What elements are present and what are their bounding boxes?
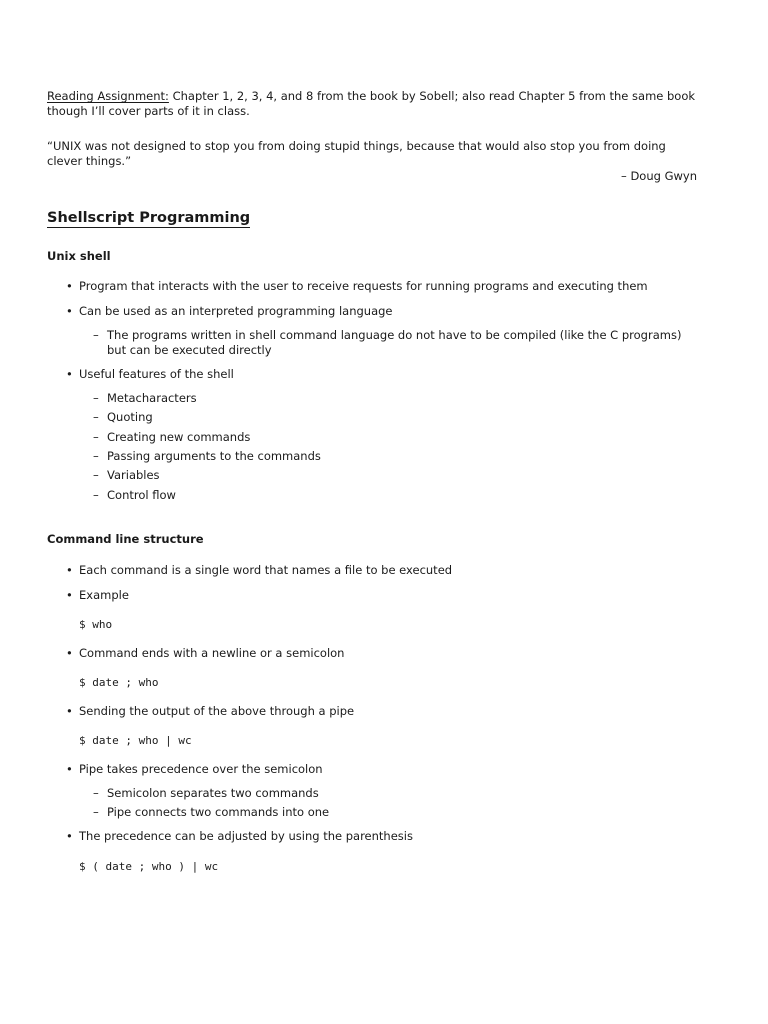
sub-list-item <box>93 391 697 406</box>
bullet-icon: • <box>66 762 73 776</box>
sub-list-item-text: Metacharacters <box>107 391 197 405</box>
section-title <box>47 211 697 226</box>
list-item-text: Useful features of the shell <box>79 367 234 381</box>
dash-icon: – <box>93 449 99 463</box>
bullet-icon: • <box>66 367 73 381</box>
section-title-text: Shellscript Programming <box>47 210 251 226</box>
dash-icon: – <box>93 430 99 444</box>
bullet-icon: • <box>66 304 73 318</box>
list-item-text: Command ends with a newline or a semicolon <box>79 646 345 660</box>
dash-icon: – <box>93 468 99 482</box>
bullet-icon: • <box>66 588 73 602</box>
reading-assignment-text: Chapter 1, 2, 3, 4, and 8 from the book by Sobell; also read Chapter 5 from the same book though I’ll cover parts of it in class. <box>47 89 696 118</box>
sub-list-item <box>93 328 697 358</box>
reading-assignment <box>47 89 697 119</box>
bullet-icon: • <box>66 829 73 843</box>
dash-icon: – <box>93 488 99 502</box>
sub-list-item <box>93 430 697 445</box>
dash-icon: – <box>93 410 99 424</box>
bullet-icon: • <box>66 563 73 577</box>
sub-list-item-text: Creating new commands <box>107 430 251 444</box>
sub-list-item <box>93 410 697 425</box>
list-item-text: Example <box>79 588 129 602</box>
list-item <box>66 563 697 578</box>
sub-list-item <box>93 786 697 801</box>
code-example: $ who <box>79 618 113 631</box>
list-item-text: Each command is a single word that names a file to be executed <box>79 563 453 577</box>
quote-text: “UNIX was not designed to stop you from doing stupid things, because that would also stop you from doing clever things.” <box>47 139 666 168</box>
bullet-icon: • <box>66 279 73 293</box>
code-example: $ date ; who | wc <box>79 734 192 747</box>
sub-list-item-text: The programs written in shell command language do not have to be compiled (like the C programs) but can be executed directly <box>107 328 682 357</box>
sub-list-item-text: Quoting <box>107 410 153 424</box>
list-item <box>66 762 697 777</box>
sub-list-item-text: Semicolon separates two commands <box>107 786 319 800</box>
list-item-text: Program that interacts with the user to receive requests for running programs and executing them <box>79 279 648 293</box>
list-item <box>66 279 697 294</box>
dash-icon: – <box>93 805 99 819</box>
sub-list-item <box>93 488 697 503</box>
reading-assignment-label: Reading Assignment: <box>47 89 169 103</box>
command-line-heading: Command line structure <box>47 532 204 546</box>
sub-list-item <box>93 805 697 820</box>
dash-icon: – <box>93 786 99 800</box>
dash-icon: – <box>93 391 99 405</box>
bullet-icon: • <box>66 646 73 660</box>
sub-list-item-text: Pipe connects two commands into one <box>107 805 330 819</box>
list-item-text: The precedence can be adjusted by using the parenthesis <box>79 829 413 843</box>
quote-author: – Doug Gwyn <box>621 169 697 183</box>
list-item-text: Pipe takes precedence over the semicolon <box>79 762 323 776</box>
list-item <box>66 367 697 382</box>
code-example: $ date ; who <box>79 676 159 689</box>
list-item-text: Sending the output of the above through a pipe <box>79 704 355 718</box>
list-item-text: Can be used as an interpreted programming language <box>79 304 393 318</box>
list-item <box>66 304 697 319</box>
sub-list-item <box>93 449 697 464</box>
sub-list-item-text: Passing arguments to the commands <box>107 449 321 463</box>
sub-list-item-text: Variables <box>107 468 160 482</box>
sub-list-item <box>93 468 697 483</box>
code-example: $ ( date ; who ) | wc <box>79 860 219 873</box>
list-item <box>66 646 697 661</box>
bullet-icon: • <box>66 704 73 718</box>
list-item <box>66 588 697 603</box>
dash-icon: – <box>93 328 99 342</box>
list-item <box>66 704 697 719</box>
sub-list-item-text: Control flow <box>107 488 176 502</box>
list-item <box>66 829 697 844</box>
unix-shell-heading: Unix shell <box>47 249 111 263</box>
